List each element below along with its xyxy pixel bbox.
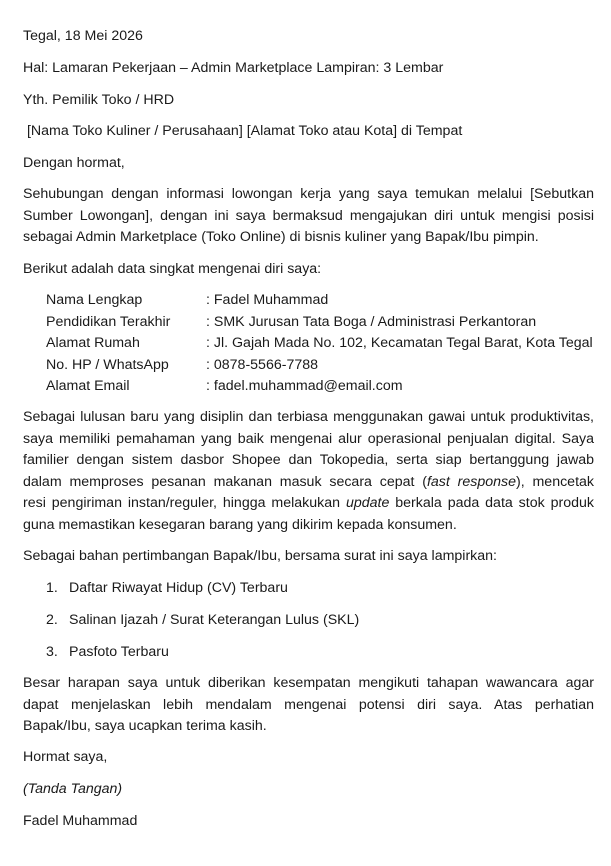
skills-text: resi pengiriman instan/reguler, hingga melakukan xyxy=(23,495,346,511)
sign-off: Hormat saya, xyxy=(23,749,108,765)
attachment-text: Pasfoto Terbaru xyxy=(69,644,169,660)
intro-line: Sehubungan dengan informasi lowongan kerja yang saya temukan melalui [Sebutkan xyxy=(23,186,594,202)
data-value: : fadel.muhammad@email.com xyxy=(206,378,403,394)
skills-line: guna memastikan kesegaran barang yang dikirim kepada konsumen. xyxy=(23,516,457,533)
skills-line: saya memiliki pemahaman yang baik mengenai alur operasional penjualan digital. Saya xyxy=(23,430,594,447)
data-label: No. HP / WhatsApp xyxy=(46,357,169,373)
attachment-text: Salinan Ijazah / Surat Keterangan Lulus (SKL) xyxy=(69,612,360,628)
data-label: Pendidikan Terakhir xyxy=(46,314,171,330)
data-value: : Jl. Gajah Mada No. 102, Kecamatan Tegal Barat, Kota Tegal xyxy=(206,335,593,351)
attachment-number: 2. xyxy=(46,612,58,628)
letter-greeting: Dengan hormat, xyxy=(23,155,125,171)
signature-placeholder: (Tanda Tangan) xyxy=(23,781,123,797)
skills-line xyxy=(23,472,594,494)
data-label: Alamat Email xyxy=(46,378,130,394)
data-label: Alamat Rumah xyxy=(46,335,140,351)
letter-subject: Hal: Lamaran Pekerjaan – Admin Marketplace Lampiran: 3 Lembar xyxy=(23,60,444,76)
sender-name: Fadel Muhammad xyxy=(23,813,138,829)
skills-line xyxy=(23,493,594,515)
skills-text: berkala pada data stok produk xyxy=(389,495,594,511)
attachment-number: 1. xyxy=(46,580,58,596)
closing-line: Bapak/Ibu, saya ucapkan terima kasih. xyxy=(23,718,267,734)
intro-paragraph xyxy=(23,184,594,249)
data-label: Nama Lengkap xyxy=(46,292,143,308)
letter-date: Tegal, 18 Mei 2026 xyxy=(23,28,143,44)
attachment-number: 3. xyxy=(46,644,58,660)
skills-text: ), mencetak xyxy=(516,473,594,490)
attachment-text: Daftar Riwayat Hidup (CV) Terbaru xyxy=(69,580,288,596)
intro-line: Sumber Lowongan], dengan ini saya bermaksud mengajukan diri untuk mengisi posisi xyxy=(23,207,594,224)
data-value: : 0878-5566-7788 xyxy=(206,357,319,373)
data-value: : Fadel Muhammad xyxy=(206,292,329,308)
data-value: : SMK Jurusan Tata Boga / Administrasi Perkantoran xyxy=(206,314,537,330)
skills-text: dalam memproses pesanan makanan masuk secara cepat ( xyxy=(23,473,427,490)
intro-line: sebagai Admin Marketplace (Toko Online) di bisnis kuliner yang Bapak/Ibu pimpin. xyxy=(23,229,539,245)
closing-line: dapat menjelaskan lebih mendalam mengenai potensi diri saya. Atas perhatian xyxy=(23,696,594,713)
skills-italic-text: fast response xyxy=(426,473,517,490)
skills-paragraph xyxy=(23,407,594,536)
skills-line: Sebagai lulusan baru yang disiplin dan terbiasa menggunakan gawai untuk produktivitas, xyxy=(23,409,594,425)
letter-recipient: Yth. Pemilik Toko / HRD xyxy=(23,92,175,108)
skills-italic-text: update xyxy=(345,495,390,511)
closing-paragraph xyxy=(23,673,594,738)
data-intro: Berikut adalah data singkat mengenai diri saya: xyxy=(23,261,322,277)
skills-line: familier dengan sistem dasbor Shopee dan Tokopedia, serta siap bertanggung jawab xyxy=(23,452,594,468)
closing-line: Besar harapan saya untuk diberikan kesempatan mengikuti tahapan wawancara agar xyxy=(23,675,594,691)
letter-recipient-address: [Nama Toko Kuliner / Perusahaan] [Alamat Toko atau Kota] di Tempat xyxy=(23,123,463,139)
attachments-intro: Sebagai bahan pertimbangan Bapak/Ibu, bersama surat ini saya lampirkan: xyxy=(23,548,497,564)
